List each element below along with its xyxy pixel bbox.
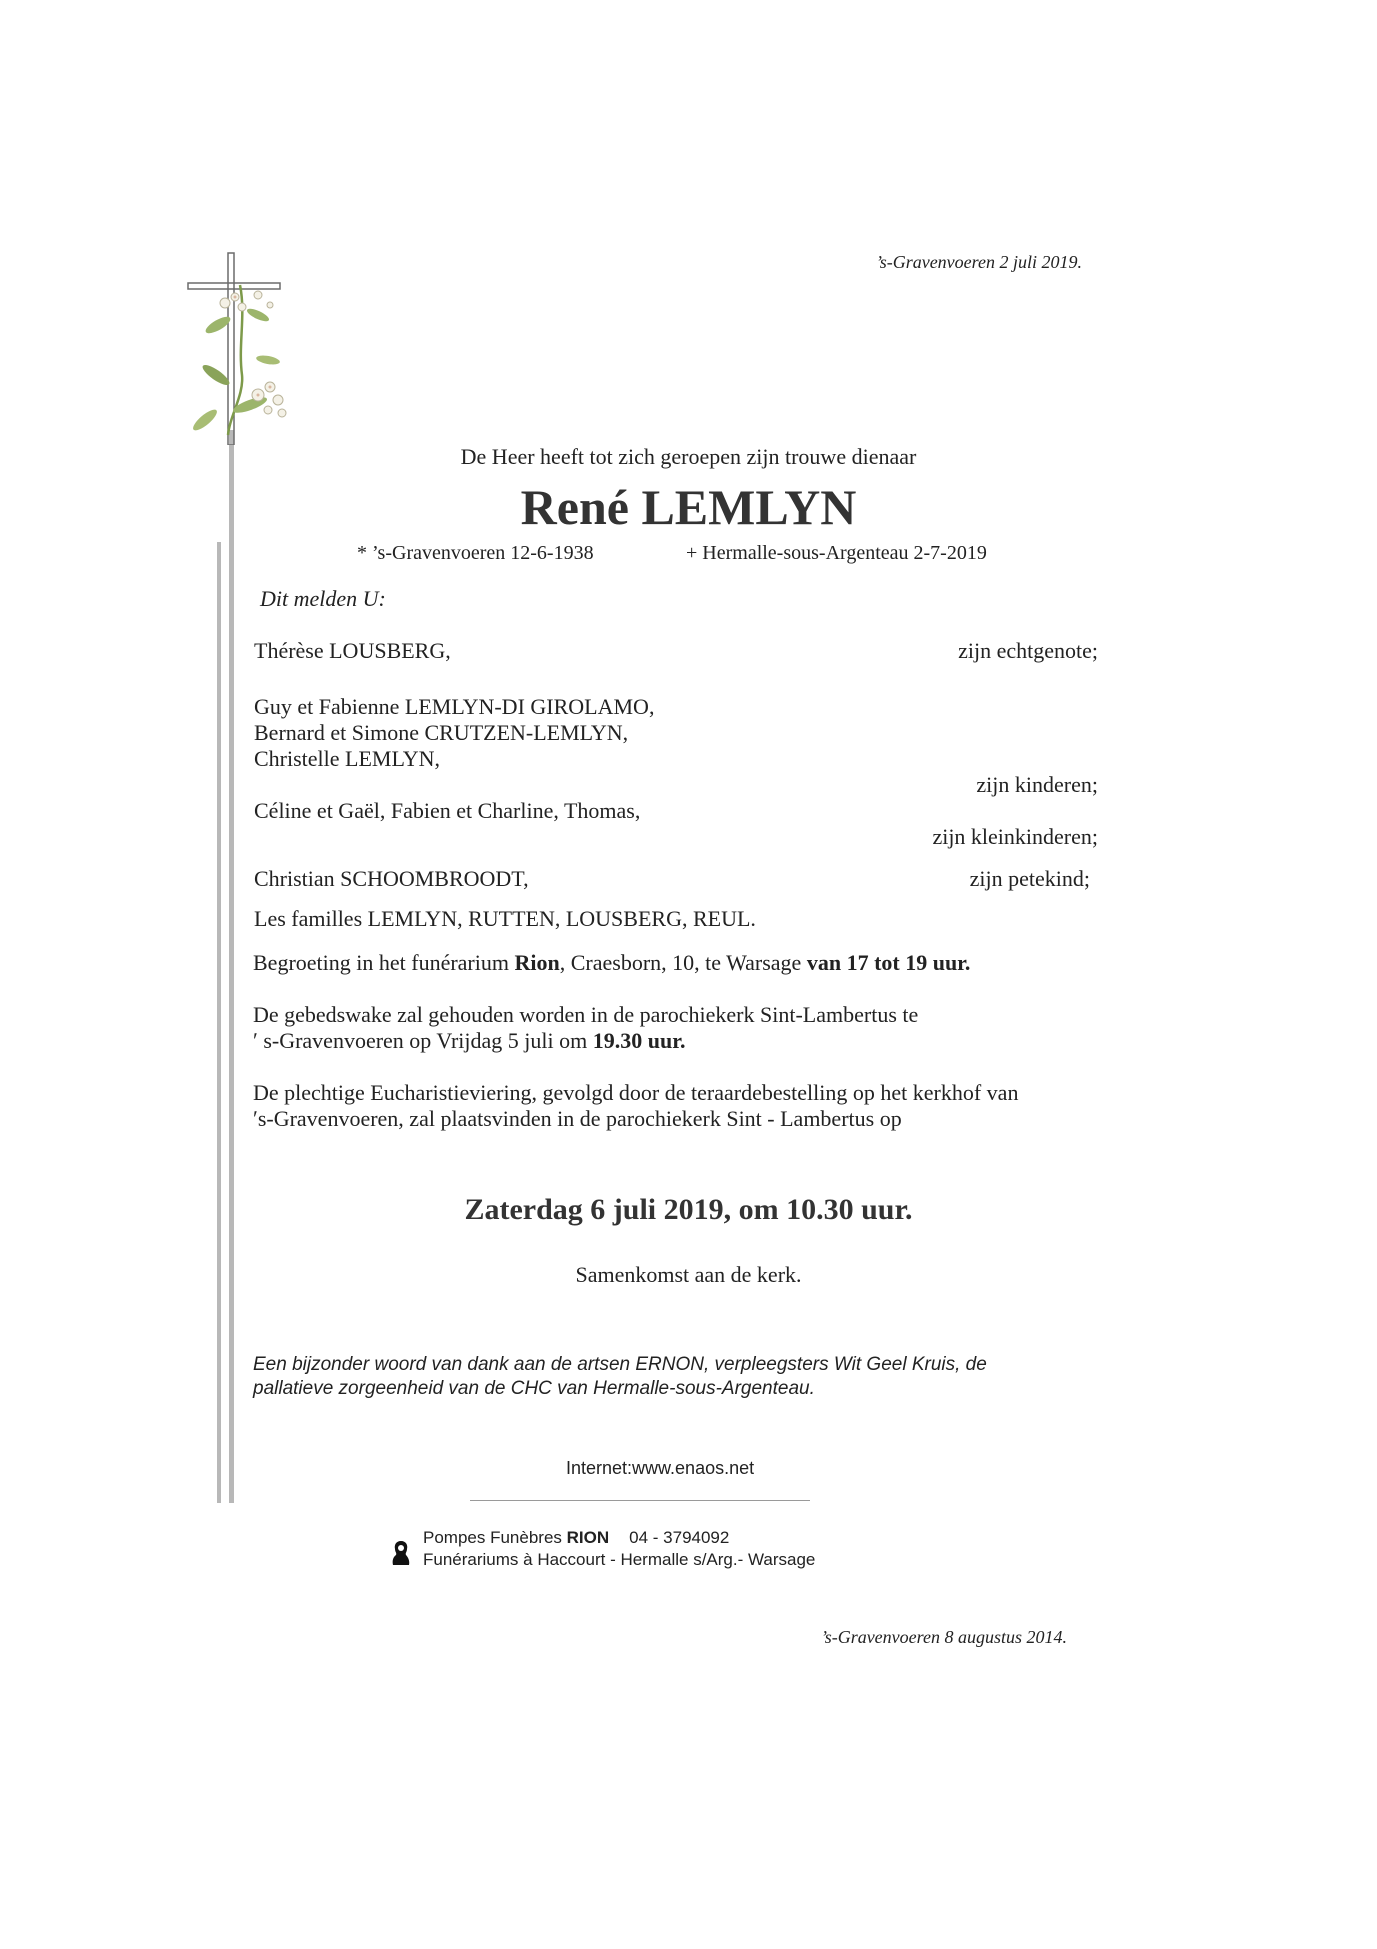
funeral-home-logo-icon xyxy=(390,1540,412,1566)
internet-link[interactable]: Internet:www.enaos.net xyxy=(566,1458,755,1478)
mass-date: Zaterdag 6 juli 2019, om 10.30 uur. xyxy=(464,1193,913,1226)
birth-info: * ’s-Gravenvoeren 12-6-1938 xyxy=(357,542,594,564)
death-info: + Hermalle-sous-Argenteau 2-7-2019 xyxy=(686,542,987,564)
left-rule-outer xyxy=(217,542,221,1503)
left-rule-inner xyxy=(229,430,234,1503)
thanks-line2: pallatieve zorgeenheid van de CHC van Hermalle-sous-Argenteau. xyxy=(253,1378,815,1399)
child-line: Christelle LEMLYN, xyxy=(254,746,440,771)
grandchildren-names: Céline et Gaël, Fabien et Charline, Thomas, xyxy=(254,798,641,823)
mass-line2: ʹs-Gravenvoeren, zal plaatsvinden in de parochiekerk Sint - Lambertus op xyxy=(253,1106,902,1131)
spouse-name: Thérèse LOUSBERG, xyxy=(254,638,451,663)
bottom-date: ’s-Gravenvoeren 8 augustus 2014. xyxy=(821,1627,1067,1647)
grandchildren-relation: zijn kleinkinderen; xyxy=(932,824,1098,849)
funeral-home-line1 xyxy=(423,1528,729,1548)
vigil-line2 xyxy=(253,1028,685,1054)
godchild-name: Christian SCHOOMBROODT, xyxy=(254,866,529,891)
top-date: ’s-Gravenvoeren 2 juli 2019. xyxy=(876,252,1082,272)
vigil-time: 19.30 uur. xyxy=(592,1028,686,1053)
gathering-text: Samenkomst aan de kerk. xyxy=(575,1262,802,1287)
funeral-home-locations: Funérariums à Haccourt - Hermalle s/Arg.- Warsage xyxy=(423,1550,816,1569)
funeral-home-prefix: Pompes Funèbres xyxy=(423,1528,567,1547)
vigil-line2-text: ʹ s-Gravenvoeren op Vrijdag 5 juli om xyxy=(253,1028,593,1053)
greeting-text xyxy=(253,950,970,976)
funeral-home-phone: 04 - 3794092 xyxy=(629,1528,730,1547)
mass-line1: De plechtige Eucharistieviering, gevolgd door de teraardebestelling op het kerkhof van xyxy=(253,1080,1019,1105)
divider xyxy=(470,1500,810,1501)
spouse-relation: zijn echtgenote; xyxy=(958,638,1098,663)
funeral-home-brand: RION xyxy=(566,1528,610,1547)
greeting-part1: Begroeting in het funérarium xyxy=(253,950,515,975)
greeting-place: Rion xyxy=(514,950,560,975)
announce-text: Dit melden U: xyxy=(260,586,386,611)
child-line: Guy et Fabienne LEMLYN-DI GIROLAMO, xyxy=(254,694,655,719)
deceased-name: René LEMLYN xyxy=(520,479,857,535)
greeting-part2: , Craesborn, 10, te Warsage xyxy=(559,950,807,975)
godchild-relation: zijn petekind; xyxy=(969,866,1090,891)
vigil-line1: De gebedswake zal gehouden worden in de parochiekerk Sint-Lambertus te xyxy=(253,1002,919,1027)
intro-text: De Heer heeft tot zich geroepen zijn trouwe dienaar xyxy=(460,444,917,469)
families-text: Les familles LEMLYN, RUTTEN, LOUSBERG, REUL. xyxy=(254,906,756,931)
cross-flower-icon xyxy=(180,245,310,445)
child-line: Bernard et Simone CRUTZEN-LEMLYN, xyxy=(254,720,629,745)
thanks-line1: Een bijzonder woord van dank aan de artsen ERNON, verpleegsters Wit Geel Kruis, de xyxy=(253,1354,987,1375)
children-relation: zijn kinderen; xyxy=(976,772,1098,797)
greeting-time: van 17 tot 19 uur. xyxy=(806,950,971,975)
